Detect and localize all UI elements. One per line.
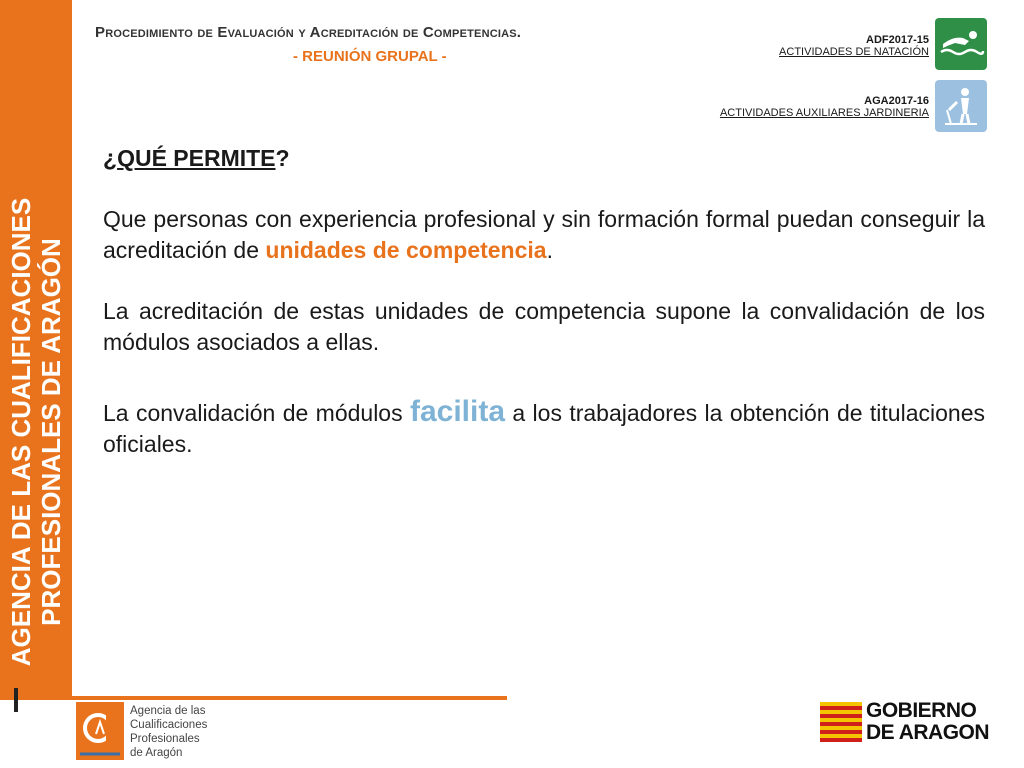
- agency-logo-icon: [76, 702, 124, 760]
- agency-name: [130, 704, 207, 760]
- page-title: Procedimiento de Evaluación y Acreditación de Competencias.: [95, 24, 522, 41]
- sidebar-marker: [14, 688, 18, 712]
- sidebar-title-line1: AGENCIA DE LAS CUALIFICACIONES: [6, 197, 36, 667]
- certificate-jardineria: [720, 95, 929, 119]
- paragraph-1-end: .: [546, 237, 553, 263]
- sidebar-title-line2: PROFESIONALES DE ARAGÓN: [36, 238, 66, 626]
- gov-line2: DE ARAGON: [866, 721, 990, 744]
- question-underlined: QUÉ PERMITE: [117, 145, 276, 171]
- paragraph-1-text: Que personas con experiencia profesional y sin formación formal puedan conseguir la acreditación de: [103, 206, 985, 263]
- certificate-code: ADF2017-15: [866, 34, 929, 46]
- competency-highlight: unidades de competencia: [265, 237, 547, 263]
- paragraph-3-start: La convalidación de módulos: [103, 400, 410, 426]
- certificate-name: ACTIVIDADES AUXILIARES JARDINERIA: [719, 107, 929, 119]
- question-suffix: ?: [275, 145, 290, 171]
- certificate-code: AGA2017-16: [864, 95, 929, 107]
- question-heading: [103, 145, 290, 172]
- agency-line2: Cualificaciones: [130, 719, 208, 731]
- page-subtitle: - REUNIÓN GRUPAL -: [293, 48, 447, 65]
- paragraph-3-end: a los trabajadores la obtención de titulaciones oficiales.: [103, 400, 985, 457]
- gov-name: [866, 700, 989, 744]
- gardener-icon: [935, 80, 987, 132]
- paragraph-1: [103, 204, 985, 266]
- sidebar-title: [6, 172, 66, 692]
- certificate-name: ACTIVIDADES DE NATACIÓN: [779, 46, 929, 58]
- footer-divider: [72, 696, 507, 700]
- agency-line3: Profesionales: [130, 733, 200, 745]
- sidebar-band: [0, 0, 72, 700]
- swimmer-icon: [935, 18, 987, 70]
- facilita-highlight: facilita: [409, 395, 506, 428]
- agency-line1: Agencia de las: [130, 705, 206, 717]
- agency-line4: de Aragón: [130, 747, 183, 759]
- paragraph-3: [103, 396, 985, 460]
- paragraph-2: La acreditación de estas unidades de competencia supone la convalidación de los módulos asociados a ellas.: [103, 298, 985, 355]
- gov-line1: GOBIERNO: [866, 699, 977, 722]
- certificate-natacion: [779, 34, 929, 58]
- aragon-flag-icon: [820, 702, 862, 742]
- question-prefix: ¿: [103, 145, 118, 171]
